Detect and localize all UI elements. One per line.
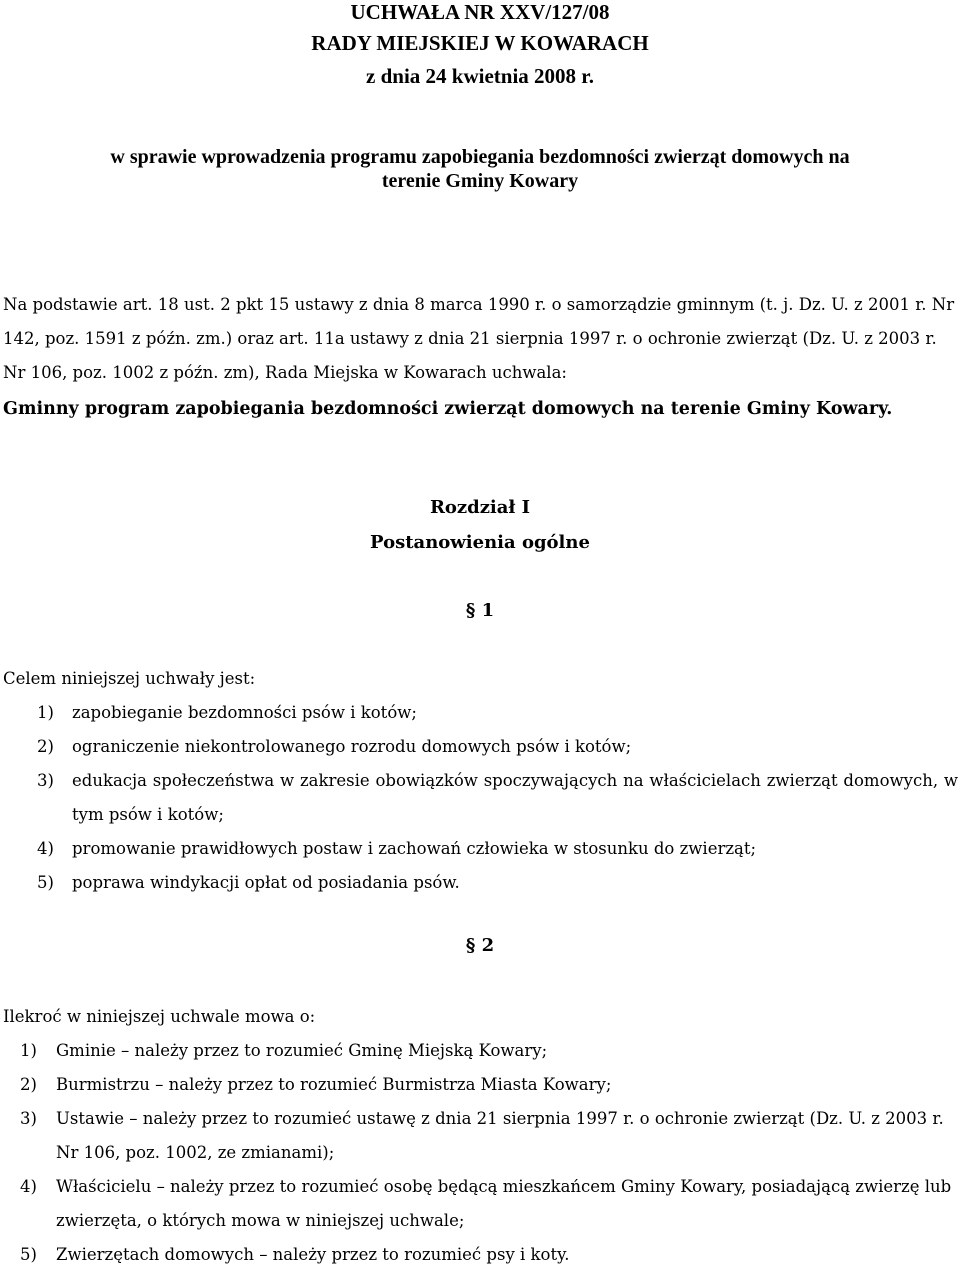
item-number: 5) [20, 1245, 37, 1264]
section-1-intro: Celem niniejszej uchwały jest: [3, 669, 256, 688]
list-item [0, 764, 958, 832]
resolution-number: UCHWAŁA NR XXV/127/08 [350, 0, 610, 24]
section-1-list [0, 696, 960, 900]
item-text: Zwierzętach domowych – należy przez to rozumieć psy i koty. [56, 1245, 570, 1264]
item-text: promowanie prawidłowych postaw i zachowań człowieka w stosunku do zwierząt; [72, 839, 757, 858]
item-number: 2) [20, 1075, 37, 1094]
item-text: Gminie – należy przez to rozumieć Gminę Miejską Kowary; [56, 1041, 548, 1060]
item-text: Burmistrzu – należy przez to rozumieć Burmistrza Miasta Kowary; [56, 1075, 612, 1094]
program-title: Gminny program zapobiegania bezdomności zwierząt domowych na terenie Gminy Kowary. [3, 399, 893, 419]
item-text: poprawa windykacji opłat od posiadania psów. [72, 873, 460, 892]
section-1-mark: § 1 [465, 600, 495, 621]
list-item [0, 866, 960, 900]
list-item [0, 1170, 960, 1238]
section-2-intro: Ilekroć w niniejszej uchwale mowa o: [3, 1007, 316, 1026]
item-number: 2) [37, 737, 54, 756]
preamble-text: Na podstawie art. 18 ust. 2 pkt 15 ustawy z dnia 8 marca 1990 r. o samorządzie gminnym (t. j. Dz. U. z 2001 r. Nr 142, poz. 1591 z późn. zm.) oraz art. 11a ustawy z dnia 21 sierpnia 1997 r. o ochronie zwierząt (Dz. U. z 2003 r. Nr 106, poz. 1002 z późn. zm), Rada Miejska w Kowarach uchwala: [3, 295, 955, 382]
item-number: 1) [20, 1041, 37, 1060]
list-item [0, 1068, 960, 1102]
item-number: 3) [20, 1109, 37, 1128]
section-2-list [0, 1034, 960, 1272]
item-text: Właścicielu – należy przez to rozumieć osobę będącą mieszkańcem Gminy Kowary, posiadającą zwierzę lub zwierzęta, o których mowa w niniejszej uchwale; [56, 1177, 952, 1230]
list-item [0, 1238, 960, 1272]
list-item [0, 696, 960, 730]
item-number: 1) [37, 703, 54, 722]
section-2-mark: § 2 [465, 935, 495, 956]
item-text: Ustawie – należy przez to rozumieć ustawę z dnia 21 sierpnia 1997 r. o ochronie zwierząt (Dz. U. z 2003 r. Nr 106, poz. 1002, ze zmianami); [56, 1109, 944, 1162]
chapter-subtitle: Postanowienia ogólne [370, 532, 590, 553]
list-item [0, 832, 960, 866]
item-number: 3) [37, 771, 54, 790]
subject-line-1: w sprawie wprowadzenia programu zapobiegania bezdomności zwierząt domowych na [110, 146, 850, 168]
list-item [0, 1034, 960, 1068]
list-item [0, 1102, 960, 1170]
item-number: 4) [20, 1177, 37, 1196]
item-text: ograniczenie niekontrolowanego rozrodu domowych psów i kotów; [72, 737, 632, 756]
item-number: 5) [37, 873, 54, 892]
item-text: edukacja społeczeństwa w zakresie obowiązków spoczywających na właścicielach zwierząt domowych, w tym psów i kotów; [72, 771, 958, 824]
item-number: 4) [37, 839, 54, 858]
subject-line-2: terenie Gminy Kowary [381, 170, 579, 192]
resolution-date: z dnia 24 kwietnia 2008 r. [366, 64, 594, 88]
council-name: RADY MIEJSKIEJ W KOWARACH [311, 31, 649, 55]
list-item [0, 730, 960, 764]
item-text: zapobieganie bezdomności psów i kotów; [72, 703, 417, 722]
chapter-title: Rozdział I [429, 497, 531, 518]
